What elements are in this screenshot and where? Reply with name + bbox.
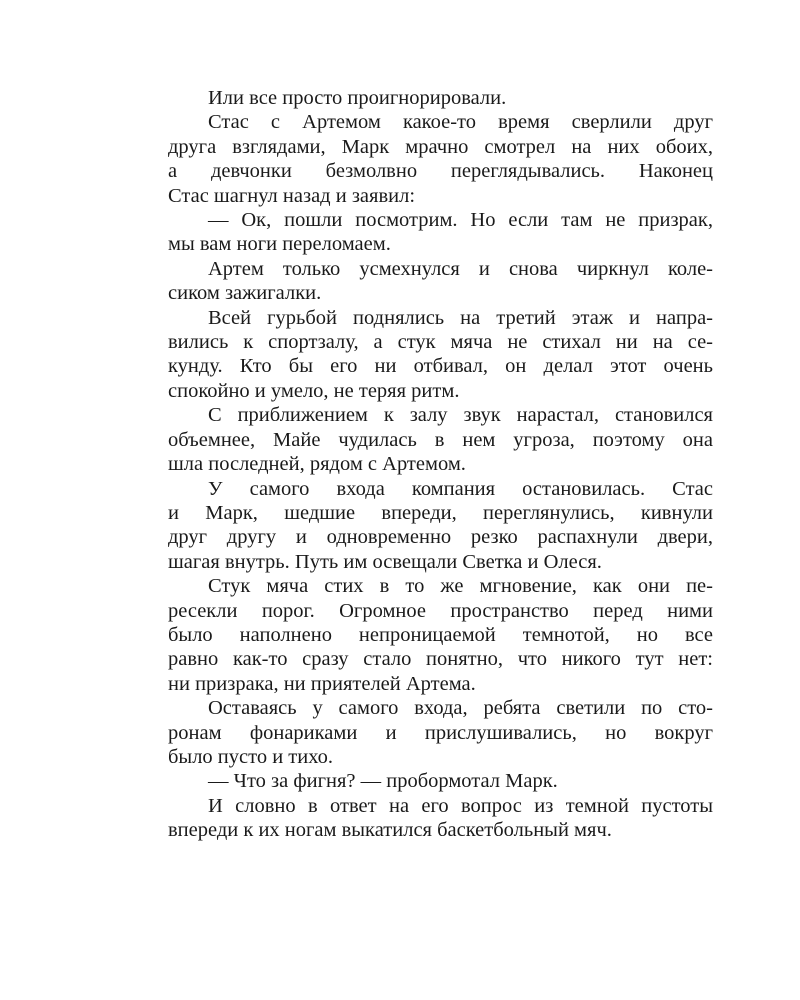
text-line: сиком зажигалки.	[168, 282, 322, 305]
text-line: Стас с Артемом какое-то время сверлили друг	[208, 111, 713, 134]
text-line: Артем только усмехнулся и снова чиркнул коле-	[208, 257, 713, 280]
text-line: ни призрака, ни приятелей Артема.	[168, 672, 476, 695]
paragraph	[128, 86, 713, 110]
text-line: спокойно и умело, не теряя ритм.	[168, 379, 460, 402]
text-line: шла последней, рядом с Артемом.	[168, 453, 466, 476]
text-line: впереди к их ногам выкатился баскетбольный мяч.	[168, 819, 612, 842]
paragraph	[128, 403, 713, 476]
text-line: друга взглядами, Марк мрачно смотрел на них обоих,	[168, 135, 713, 158]
text-line: И словно в ответ на его вопрос из темной пустоты	[208, 794, 713, 817]
paragraph	[128, 696, 713, 769]
text-line: — Что за фигня? — пробормотал Марк.	[208, 770, 558, 793]
text-line: равно как-то сразу стало понятно, что никого тут нет:	[168, 648, 713, 671]
paragraph	[128, 574, 713, 696]
paragraph	[128, 306, 713, 404]
body-text	[128, 86, 713, 843]
text-line: а девчонки безмолвно переглядывались. Наконец	[168, 160, 713, 183]
text-line: ронам фонариками и прислушивались, но вокруг	[168, 721, 713, 744]
text-line: Или все просто проигнорировали.	[208, 87, 507, 109]
text-line: шагая внутрь. Путь им освещали Светка и Олеся.	[168, 550, 602, 573]
text-line: Стас шагнул назад и заявил:	[168, 184, 416, 207]
text-line: Всей гурьбой поднялись на третий этаж и напра-	[208, 306, 713, 329]
paragraph	[128, 110, 713, 208]
text-line: мы вам ноги переломаем.	[168, 233, 391, 256]
text-line: У самого входа компания остановилась. Стас	[208, 477, 713, 500]
paragraph	[128, 769, 713, 793]
text-line: было пусто и тихо.	[168, 745, 334, 768]
text-line: кунду. Кто бы его ни отбивал, он делал этот очень	[168, 355, 713, 378]
paragraph	[128, 794, 713, 843]
text-line: и Марк, шедшие впереди, переглянулись, кивнули	[168, 501, 713, 524]
text-line: ресекли порог. Огромное пространство перед ними	[168, 599, 713, 622]
paragraph	[128, 257, 713, 306]
text-line: друг другу и одновременно резко распахнули двери,	[168, 526, 713, 549]
text-line: объемнее, Майе чудилась в нем угроза, поэтому она	[168, 428, 713, 451]
text-line: Оставаясь у самого входа, ребята светили по сто-	[208, 697, 713, 720]
text-line: вились к спортзалу, а стук мяча не стихал ни на се-	[168, 331, 713, 354]
text-line: — Ок, пошли посмотрим. Но если там не призрак,	[208, 209, 713, 232]
paragraph	[128, 208, 713, 257]
paragraph	[128, 477, 713, 575]
text-line: было наполнено непроницаемой темнотой, но все	[168, 623, 713, 646]
text-line: С приближением к залу звук нарастал, становился	[208, 404, 713, 427]
book-page	[128, 86, 713, 843]
text-line: Стук мяча стих в то же мгновение, как они пе-	[208, 575, 713, 598]
